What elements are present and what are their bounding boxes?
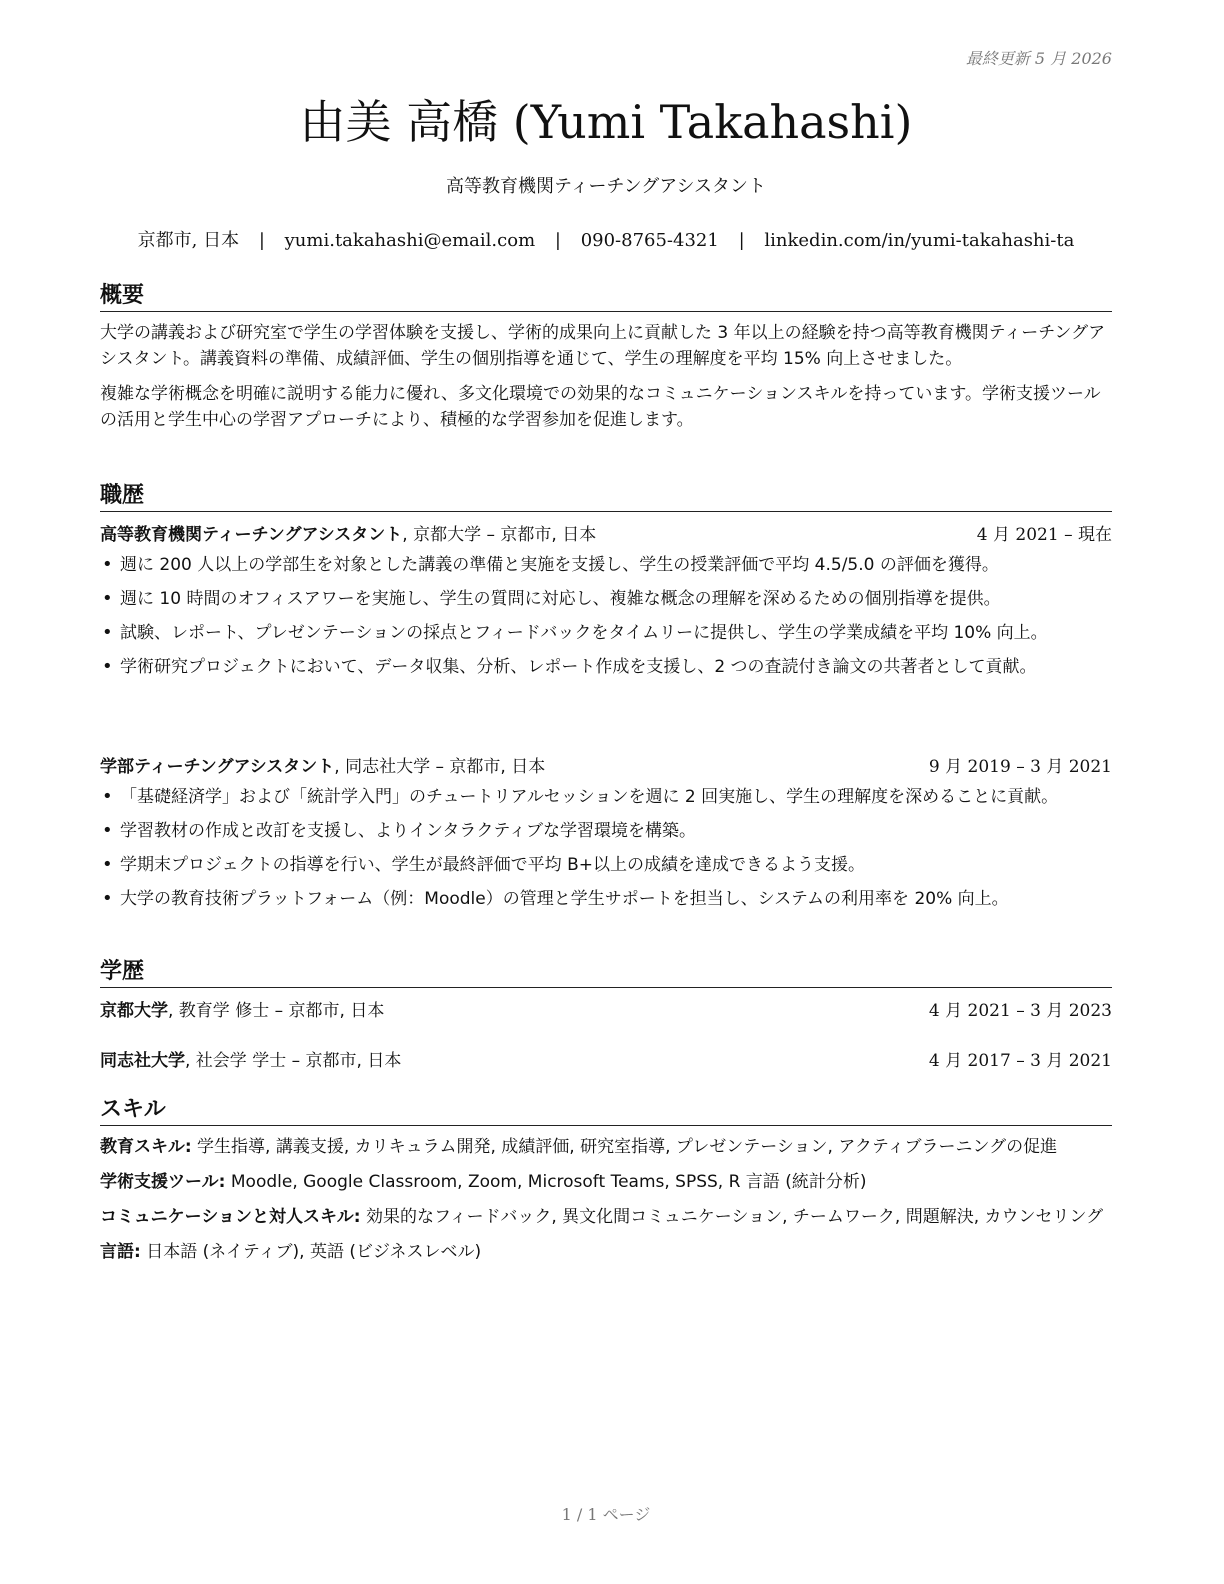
job-dates: 4 月 2021 – 現在 (976, 525, 1112, 545)
job-title-org (100, 754, 545, 780)
candidate-name: 由美 高橋 (Yumi Takahashi) (299, 95, 913, 149)
contact-location: 京都市, 日本 (137, 230, 240, 251)
education-dates: 4 月 2021 – 3 月 2023 (928, 1001, 1112, 1021)
skill-label: コミュニケーションと対人スキル: (100, 1207, 361, 1227)
section-title-summary: 概要 (100, 278, 1112, 312)
contact-separator: | (258, 230, 265, 251)
job-bullet: • 学習教材の作成と改訂を支援し、よりインタラクティブな学習環境を構築。 (100, 818, 1112, 844)
job-entry (100, 522, 1112, 688)
resume-page (100, 0, 1112, 1584)
job-header (100, 754, 1112, 780)
skill-row (100, 1239, 1112, 1265)
education-school: 京都大学 (100, 1001, 168, 1021)
summary-paragraph: 複雑な学術概念を明確に説明する能力に優れ、多文化環境での効果的なコミュニケーションスキルを持っています。学術支援ツールの活用と学生中心の学習アプローチにより、積極的な学習参加を促進します。 (100, 384, 1101, 430)
job-bullet: • 学術研究プロジェクトにおいて、データ収集、分析、レポート作成を支援し、2 つの査読付き論文の共著者として貢献。 (100, 654, 1112, 680)
contact-phone[interactable]: 090-8765-4321 (580, 230, 719, 251)
section-title-education: 学歴 (100, 954, 1112, 988)
education-dates: 4 月 2017 – 3 月 2021 (928, 1051, 1112, 1071)
education-school-degree (100, 1048, 401, 1074)
education-detail: , 社会学 学士 – 京都市, 日本 (185, 1051, 402, 1071)
job-role: 高等教育機関ティーチングアシスタント (100, 525, 403, 545)
education-row (100, 998, 1112, 1024)
skill-row (100, 1169, 1112, 1195)
job-bullet: • 大学の教育技術プラットフォーム（例：Moodle）の管理と学生サポートを担当し、システムの利用率を 20% 向上。 (100, 886, 1112, 912)
skill-value: 学生指導, 講義支援, カリキュラム開発, 成績評価, 研究室指導, プレゼンテーション, アクティブラーニングの促進 (191, 1137, 1058, 1157)
job-role: 学部ティーチングアシスタント (100, 757, 335, 777)
education-school-degree (100, 998, 384, 1024)
contact-separator: | (738, 230, 745, 251)
skill-value: 日本語 (ネイティブ), 英語 (ビジネスレベル) (140, 1242, 482, 1262)
skill-label: 教育スキル: (100, 1137, 192, 1157)
job-bullet: • 週に 200 人以上の学部生を対象とした講義の準備と実施を支援し、学生の授業評価で平均 4.5/5.0 の評価を獲得。 (100, 552, 1112, 578)
education-school: 同志社大学 (100, 1051, 185, 1071)
job-org: , 京都大学 – 京都市, 日本 (402, 525, 597, 545)
job-bullet: • 試験、レポート、プレゼンテーションの採点とフィードバックをタイムリーに提供し、学生の学業成績を平均 10% 向上。 (100, 620, 1112, 646)
job-header (100, 522, 1112, 548)
education-entry (100, 998, 1112, 1024)
summary-section (100, 320, 1112, 433)
education-detail: , 教育学 修士 – 京都市, 日本 (168, 1001, 385, 1021)
section-title-skills: スキル (100, 1092, 1112, 1126)
summary-paragraph: 大学の講義および研究室で学生の学習体験を支援し、学術的成果向上に貢献した 3 年以上の経験を持つ高等教育機関ティーチングアシスタント。講義資料の準備、成績評価、学生の個別指導を通じて、学生の理解度を平均 15% 向上させました。 (100, 323, 1106, 369)
contact-email[interactable]: yumi.takahashi@email.com (284, 230, 536, 251)
skill-row (100, 1134, 1112, 1160)
contact-linkedin[interactable]: linkedin.com/in/yumi-takahashi-ta (764, 230, 1075, 251)
job-title-org (100, 522, 596, 548)
education-row (100, 1048, 1112, 1074)
skills-section (100, 1134, 1112, 1274)
skill-value: 効果的なフィードバック, 異文化間コミュニケーション, チームワーク, 問題解決, カウンセリング (360, 1207, 1104, 1227)
last-updated: 最終更新 5 月 2026 (965, 49, 1112, 68)
job-org: , 同志社大学 – 京都市, 日本 (334, 757, 546, 777)
skill-label: 学術支援ツール: (100, 1172, 226, 1192)
job-bullets (100, 784, 1112, 912)
skill-row (100, 1204, 1112, 1230)
job-bullet: • 週に 10 時間のオフィスアワーを実施し、学生の質問に対応し、複雑な概念の理解を深めるための個別指導を提供。 (100, 586, 1112, 612)
contact-line (100, 226, 1112, 252)
job-entry (100, 754, 1112, 920)
section-title-experience: 職歴 (100, 478, 1112, 512)
skill-label: 言語: (100, 1242, 141, 1262)
job-bullet: • 「基礎経済学」および「統計学入門」のチュートリアルセッションを週に 2 回実施し、学生の理解度を深めることに貢献。 (100, 784, 1112, 810)
job-bullet: • 学期末プロジェクトの指導を行い、学生が最終評価で平均 B+以上の成績を達成できるよう支援。 (100, 852, 1112, 878)
page-number: 1 / 1 ページ (561, 1505, 651, 1524)
job-dates: 9 月 2019 – 3 月 2021 (928, 757, 1112, 777)
candidate-headline: 高等教育機関ティーチングアシスタント (445, 176, 767, 197)
contact-separator: | (554, 230, 561, 251)
job-bullets (100, 552, 1112, 680)
skill-value: Moodle, Google Classroom, Zoom, Microsoft Teams, SPSS, R 言語 (統計分析) (225, 1172, 867, 1192)
education-entry (100, 1048, 1112, 1074)
